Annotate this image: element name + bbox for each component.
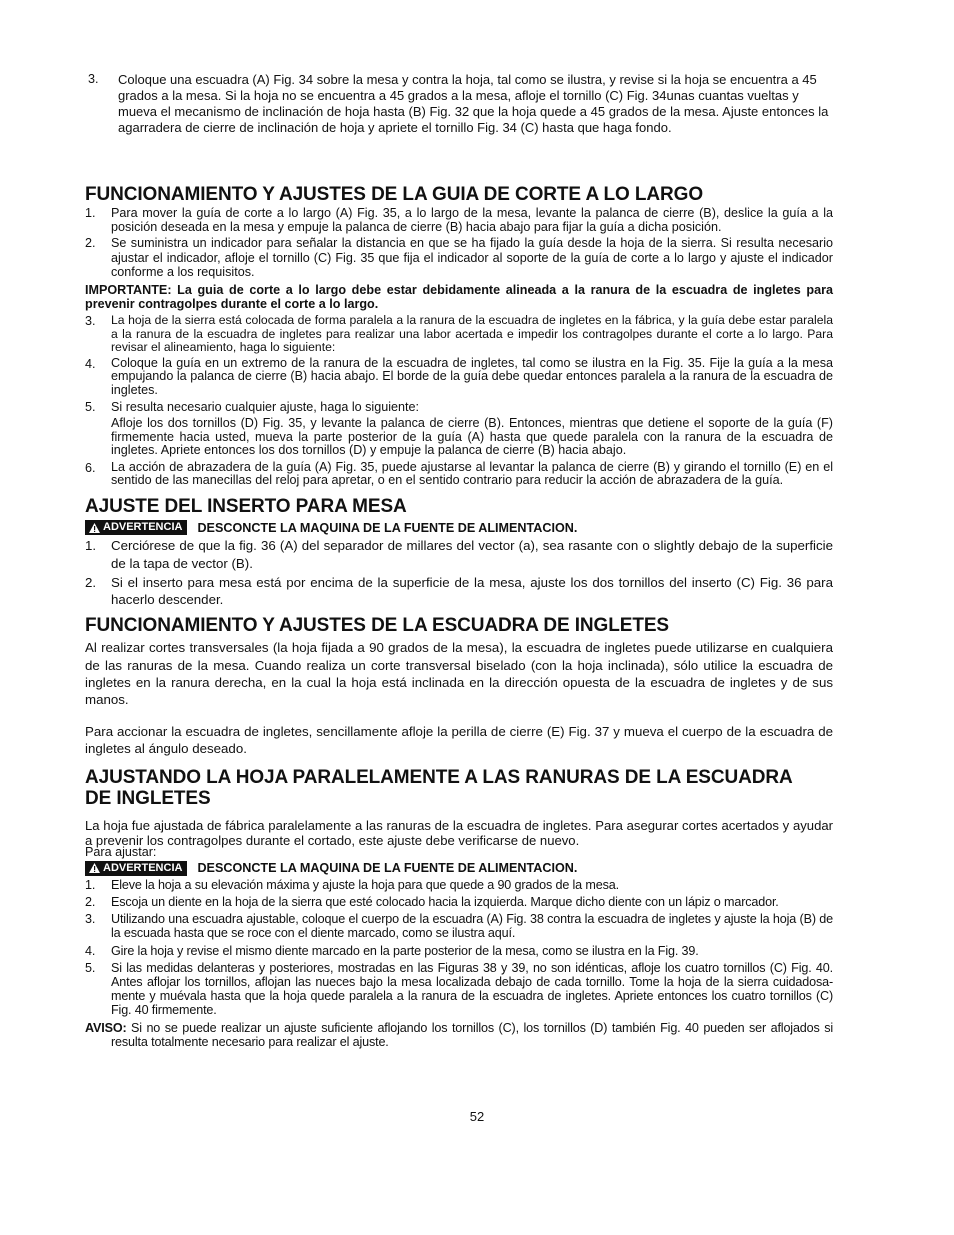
aviso-note: [85, 1021, 833, 1049]
guia-item-2: [85, 236, 833, 279]
warning-badge-label: ADVERTENCIA: [103, 861, 183, 874]
item-number: 4.: [85, 943, 96, 958]
inserto-item-2: [85, 574, 833, 608]
paralelo-item-2: [85, 895, 833, 909]
item-number: 5.: [85, 400, 96, 415]
warning-triangle-icon: [89, 523, 100, 533]
item-number: 5.: [85, 960, 96, 975]
item-text: Gire la hoja y revise el mismo diente marcado en la parte posterior de la mesa, como se ilustra en la Fig. 39.: [111, 943, 699, 958]
item-text: Coloque la guía en un extremo de la ranura de la escuadra de ingletes, tal como se ilustra en la Fig. 35. Fije la guía a la mesa empujando la palanca de cierre (B) hacia abajo. El borde de la guía debe quedar entonces paralela a la ranura de la escuadra de ingletes.: [111, 356, 833, 397]
paralelo-item-1: [85, 878, 833, 892]
escuadra-paragraph-2: Para accionar la escuadra de ingletes, sencillamente afloje la perilla de cierre (E) Fig. 37 y mueva el cuerpo de la escuadra de ingletes al ángulo deseado.: [85, 724, 833, 757]
paralelo-item-5: [85, 961, 833, 1018]
paralelo-item-4: [85, 944, 833, 958]
guia-item-1: [85, 206, 833, 234]
item-number: 2.: [85, 236, 96, 251]
escuadra-paragraph-1: Al realizar cortes transversales (la hoja fijada a 90 grados de la mesa), la escuadra de ingletes puede utilizarse en cualquiera de las ranuras de la mesa. Cuando realiza un corte transversal biselado (con la hoja inclinada), sólo utilice la escuadra de ingletes en la ranura derecha, en la cual la hoja está inclinada en la dirección opuesta de la escuadra de ingletes y de sus manos.: [85, 640, 833, 707]
item-text: Eleve la hoja a su elevación máxima y ajuste la hoja para que quede a 90 grados de la mesa.: [111, 877, 619, 892]
guia-item-6: [85, 461, 833, 488]
warning-badge-label: ADVERTENCIA: [103, 521, 183, 534]
warning-text: DESCONCTE LA MAQUINA DE LA FUENTE DE ALIMENTACION.: [197, 520, 578, 535]
item-text: La hoja de la sierra está colocada de forma paralela a la ranura de la escuadra de ingletes en la fábrica, y la guía debe estar paralela a la ranura de la escuadra de ingletes para realizar una labor acertada e impedir los contragolpes durante el corte a lo largo. Para revisar el alineamiento, haga lo siguiente:: [111, 313, 833, 354]
item-text: Si las medidas delanteras y posteriores, mostradas en las Figuras 38 y 39, no son idénticas, afloje los cuatro tornillos (C) Fig. 40. Antes aflojar los tornillos, aflojan las nueces bajo la mesa localizada debajo de cada tornillo. Tome la hoja de la sierra cuidadosa-mente y muévala hasta que la hoja quede paralela a la ranura de la escuadra de ingletes. Apriete entonces los cuatro tornillos (C) Fig. 40 firmemente.: [111, 960, 833, 1018]
aviso-label: AVISO:: [85, 1020, 127, 1035]
item-number: 6.: [85, 460, 96, 475]
item-text: Para mover la guía de corte a lo largo (A) Fig. 35, a lo largo de la mesa, levante la palanca de cierre (B), deslice la guía a la posición deseada en la mesa y empuje la palanca de cierre (B) hacia abajo para fijar la guía a dicha posición.: [111, 206, 833, 235]
page-number: 52: [469, 1109, 485, 1124]
guia-item-3: [85, 314, 833, 354]
warning-triangle-icon: [89, 863, 100, 873]
document-page: [85, 72, 833, 1049]
item-text: Cerciórese de que la fig. 36 (A) del separador de millares del vector (a), sea rasante con o slightly debajo de la superficie de la tapa de vector (B).: [111, 538, 833, 571]
paralelo-intro: La hoja fue ajustada de fábrica paralelamente a las ranuras de la escuadra de ingletes. Para asegurar cortes acertados y ayudar a prevenir los contragolpes durante el cortado, este ajuste debe verificarse de nuevo.: [85, 817, 833, 848]
warning-badge: [85, 861, 187, 876]
item-number: 1.: [85, 877, 96, 892]
item-number: 1.: [85, 538, 97, 554]
item-text: Si resulta necesario cualquier ajuste, haga lo siguiente:: [111, 400, 420, 415]
item-number: 3.: [85, 912, 96, 927]
section-title-paralelo: [85, 767, 833, 809]
guia-item-4: [85, 357, 833, 397]
section-title-inserto: AJUSTE DEL INSERTO PARA MESA: [85, 496, 407, 518]
item-text: La acción de abrazadera de la guía (A) Fig. 35, puede ajustarse al levantar la palanca de cierre (B) y girando el tornillo (E) en el sentido de las manecillas del reloj para apretar, o en el sentido contrario para reducir la acción de abrazadera de la guía.: [111, 459, 833, 488]
paralelo-item-3: [85, 912, 833, 940]
importante-note: IMPORTANTE: La guia de corte a lo largo debe estar debidamente alineada a la ranura de la escuadra de ingletes para prevenir contragolpes durante el corte a lo largo.: [85, 283, 833, 312]
section-title-guia: FUNCIONAMIENTO Y AJUSTES DE LA GUIA DE CORTE A LO LARGO: [85, 184, 704, 205]
item-text: Utilizando una escuadra ajustable, coloque el cuerpo de la escuadra (A) Fig. 38 contra la escuadra de ingletes y ajuste la hoja (B) de la escuada hasta que se roce con el diente marcado, como se ilustra aquí.: [111, 912, 833, 941]
aviso-text: Si no se puede realizar un ajuste suficiente aflojando los tornillos (C), los tornillos (D) también Fig. 40 pueden ser aflojados si resulta totalmente necesario para realizar el ajuste.: [111, 1020, 833, 1049]
top-step-3: [88, 72, 833, 136]
section-title-line-1: AJUSTANDO LA HOJA PARALELAMENTE A LAS RANURAS DE LA ESCUADRA: [85, 766, 793, 788]
guia-item-5: [85, 400, 833, 414]
inserto-item-1: [85, 537, 833, 571]
item-number: 1.: [85, 206, 96, 220]
item-number: 3.: [85, 314, 96, 329]
item-text: Si el inserto para mesa está por encima de la superficie de la mesa, ajuste los dos tornillos del inserto (C) Fig. 36 para hacerlo descender.: [111, 574, 833, 608]
item-text: Se suministra un indicador para señalar la distancia en que se ha fijado la guía desde la hoja de la sierra. Si resulta necesario ajustar el indicador, afloje el tornillo (C) Fig. 35 que fija el indicador al soporte de la guía de corte a lo largo y ajuste el indicador conforme a los requisitos.: [111, 236, 833, 279]
warning-row-2: [85, 861, 833, 876]
item-text: Escoja un diente en la hoja de la sierra que esté colocado hacia la izquierda. Marque dicho diente con un lápiz o marcador.: [111, 894, 779, 909]
warning-row: [85, 520, 833, 535]
guia-item-5-detail: Afloje los dos tornillos (D) Fig. 35, y levante la palanca de cierre (B). Entonces, mientras que detiene el soporte de la guía (F) firmemente hacia usted, mueva la parte posterior de la guía (A) hasta que quede paralela con la ranura de la escuadra de ingletes. Apriete entonces los dos tornillos (D) y empuje la palanca de cierre (B) hacia abajo.: [111, 416, 833, 458]
item-number: 2.: [85, 894, 96, 909]
para-ajustar-label: Para ajustar:: [85, 844, 157, 859]
warning-badge: [85, 520, 187, 535]
section-title-escuadra: FUNCIONAMIENTO Y AJUSTES DE LA ESCUADRA DE INGLETES: [85, 615, 669, 637]
section-title-line-2: DE INGLETES: [85, 787, 211, 809]
item-number: 4.: [85, 357, 96, 372]
item-number: 3.: [88, 72, 99, 86]
item-number: 2.: [85, 574, 97, 590]
warning-text: DESCONCTE LA MAQUINA DE LA FUENTE DE ALIMENTACION.: [197, 861, 578, 876]
item-text: Coloque una escuadra (A) Fig. 34 sobre la mesa y contra la hoja, tal como se ilustra, y revise si la hoja se encuentra a 45 grados a la mesa. Si la hoja no se encuentra a 45 grados a la mesa, afloje el tornillo (C) Fig. 34unas cuantas vueltas y mueva el mecanismo de inclinación de hoja hasta (B) Fig. 32 que la hoja quede a 45 grados de la mesa. Ajuste entonces la agarradera de cierre de inclinación de hoja y apriete el tornillo Fig. 34 (C) hasta que haga fondo.: [118, 72, 829, 135]
